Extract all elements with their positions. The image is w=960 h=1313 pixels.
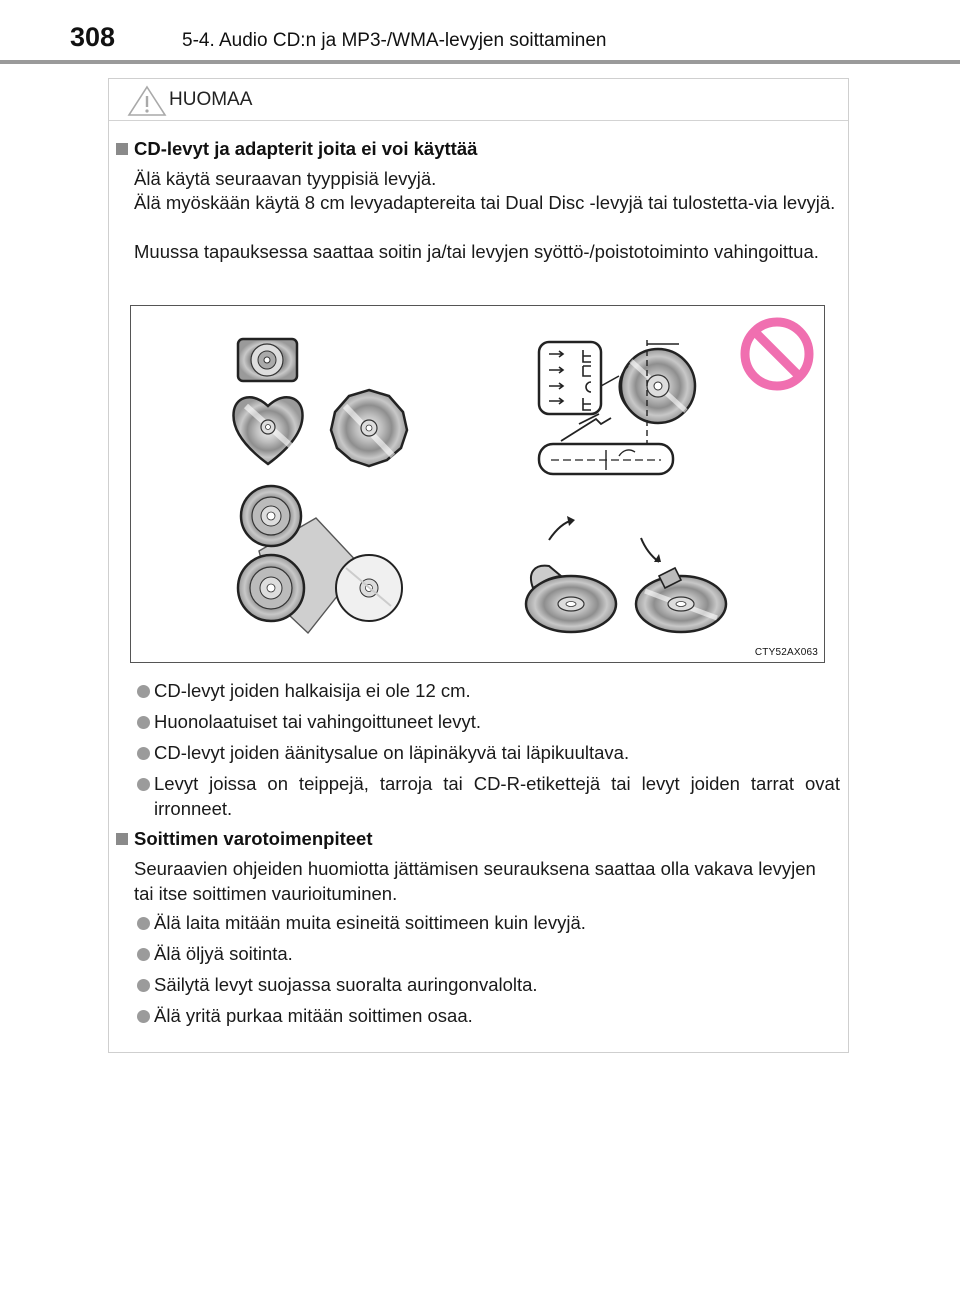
- page-number: 308: [70, 22, 116, 52]
- round-bullet-icon: [137, 917, 150, 930]
- adapter-disc-icon: [238, 486, 402, 633]
- round-bullet-icon: [137, 1010, 150, 1023]
- round-bullet-icon: [137, 685, 150, 698]
- folded-label-disc-icon: [526, 516, 616, 632]
- round-bullet-icon: [137, 778, 150, 791]
- list-item: CD-levyt joiden äänitysalue on läpinäkyvä tai läpikuultava.: [154, 742, 630, 763]
- notice-title: HUOMAA: [169, 89, 253, 110]
- warning-triangle-icon: [127, 85, 167, 117]
- list-item: Säilytä levyt suojassa suoralta auringonvalolta.: [154, 974, 538, 995]
- round-bullet-icon: [137, 979, 150, 992]
- list-item: Älä öljyä soitinta.: [154, 943, 293, 964]
- prohibition-icon: [745, 322, 809, 386]
- square-bullet-icon: [116, 833, 128, 845]
- square-bullet-icon: [116, 143, 128, 155]
- list-item: CD-levyt joiden halkaisija ei ole 12 cm.: [154, 680, 471, 701]
- paragraph-adapters: Älä myöskään käytä 8 cm levyadaptereita tai Dual Disc -levyjä tai tulostetta-via levyjä.: [134, 192, 836, 213]
- taped-disc-icon: [636, 538, 726, 632]
- polygon-disc-icon: [331, 390, 407, 466]
- list-item: Levyt joissa on teippejä, tarroja tai CD-R-etikettejä tai levyt joiden tarrat ovat irronneet.: [154, 773, 840, 819]
- notice-header: [109, 79, 848, 121]
- disc-illustration: [130, 305, 825, 663]
- paragraph-precautions-intro: Seuraavien ohjeiden huomiotta jättämisen seurauksena saattaa olla vakava levyjen tai itse soittimen vaurioituminen.: [134, 858, 816, 904]
- paragraph-damage: Muussa tapauksessa saattaa soitin ja/tai levyjen syöttö-/poistotoiminto vahingoittua.: [134, 241, 819, 262]
- round-bullet-icon: [137, 747, 150, 760]
- figure-code: CTY52AX063: [754, 647, 818, 658]
- list-item: Älä yritä purkaa mitään soittimen osaa.: [154, 1005, 473, 1026]
- paragraph-line: Älä käytä seuraavan tyyppisiä levyjä.: [134, 168, 437, 189]
- square-disc-icon: [238, 339, 297, 381]
- section-title: 5-4. Audio CD:n ja MP3-/WMA-levyjen soittaminen: [182, 30, 607, 51]
- disc-illustration-drawing: [131, 306, 826, 664]
- sub-heading-unusable-discs: CD-levyt ja adapterit joita ei voi käyttää: [134, 138, 478, 159]
- peeling-label-disc-icon: [539, 340, 695, 474]
- round-bullet-icon: [137, 948, 150, 961]
- list-item: Huonolaatuiset tai vahingoittuneet levyt.: [154, 711, 482, 732]
- sub-heading-player-precautions: Soittimen varotoimenpiteet: [134, 828, 373, 849]
- round-bullet-icon: [137, 716, 150, 729]
- header-rule: [0, 60, 960, 64]
- list-item: Älä laita mitään muita esineitä soittimeen kuin levyjä.: [154, 912, 586, 933]
- heart-disc-icon: [233, 397, 302, 464]
